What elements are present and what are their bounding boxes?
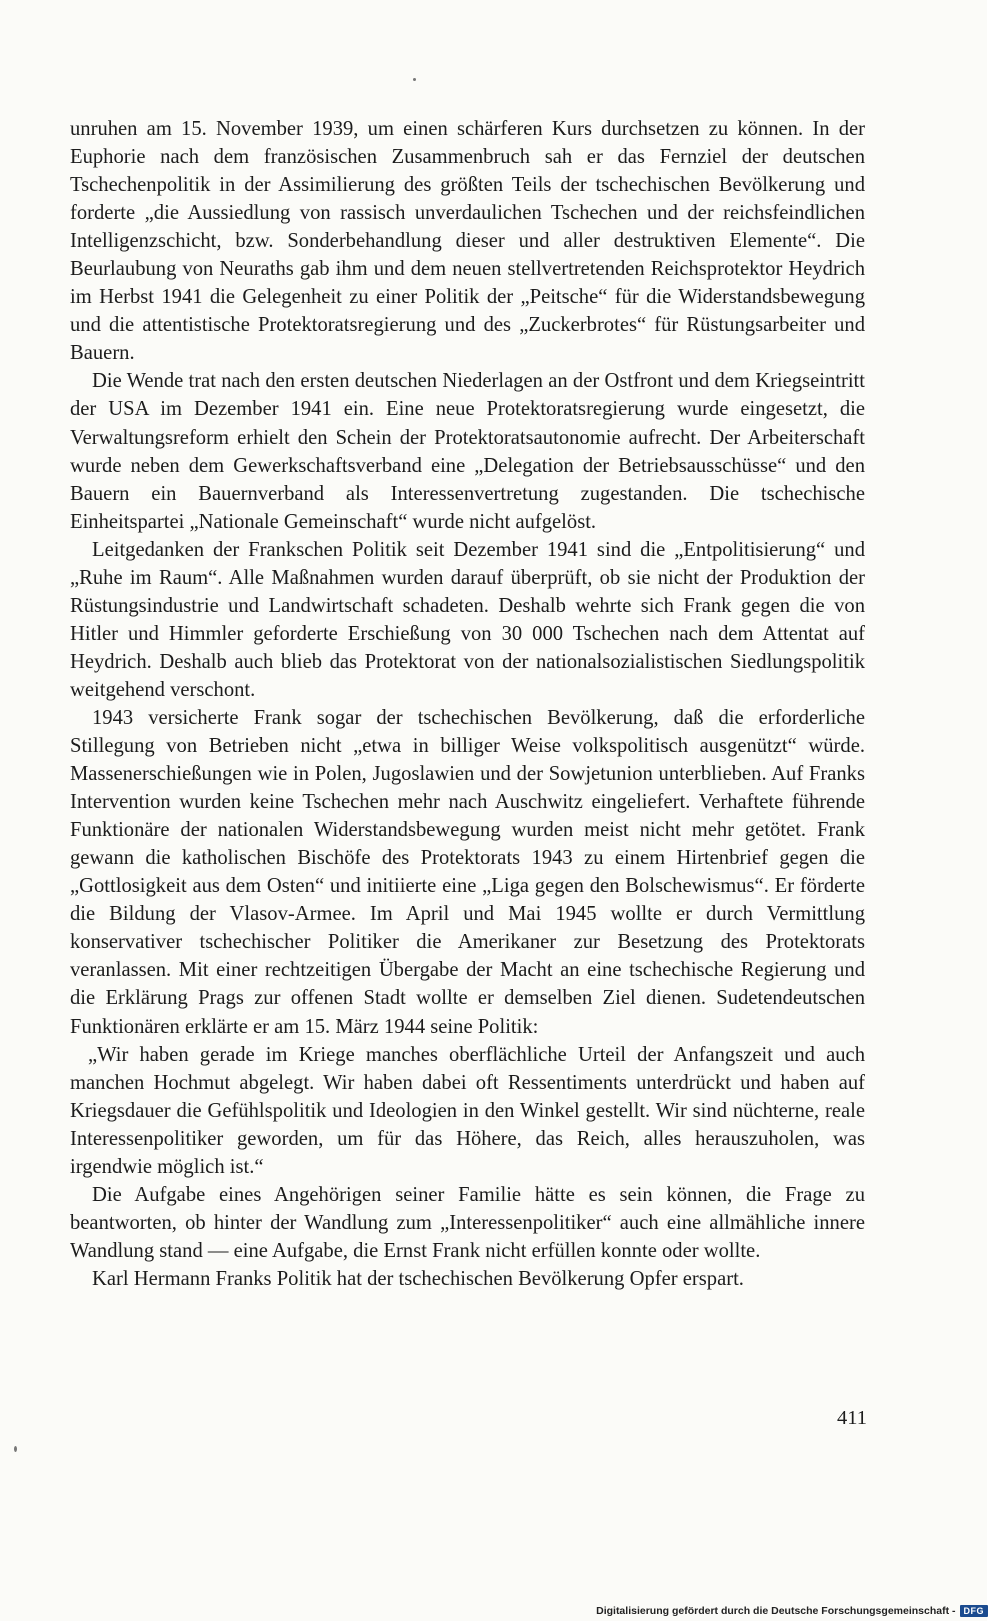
paragraph-continued: unruhen am 15. November 1939, um einen schärferen Kurs durchsetzen zu können. In der Euphorie nach dem französischen Zusammenbruch sah er das Fernziel der deutschen Tschechenpolitik in der Assimilierung des größten Teils der tschechischen Bevölkerung und forderte „die Aussiedlung von rassisch unverdaulichen Tschechen und der reichsfeindlichen Intelligenzschicht, bzw. Sonderbehandlung dieser und aller destruktiven Elemente“. Die Beurlaubung von Neuraths gab ihm und dem neuen stellvertretenden Reichsprotektor Heydrich im Herbst 1941 die Gelegenheit zu einer Politik der „Peitsche“ für die Widerstandsbewegung und die attentistische Protektoratsregierung und des „Zuckerbrotes“ für Rüstungsarbeiter und Bauern. xyxy=(70,118,865,365)
paragraph: Die Wende trat nach den ersten deutschen Niederlagen an der Ostfront und dem Kriegseintritt der USA im Dezember 1941 ein. Eine neue Protektoratsregierung wurde eingesetzt, die Verwaltungsreform erhielt den Schein der Protektoratsautonomie aufrecht. Der Arbeiterschaft wurde neben dem Gewerkschaftsverband eine „Delegation der Betriebsausschüsse“ und den Bauern ein Bauernverband als Interessenvertretung zugestanden. Die tschechische Einheitspartei „Nationale Gemeinschaft“ wurde nicht aufgelöst. xyxy=(70,370,865,533)
paragraph: Leitgedanken der Frankschen Politik seit Dezember 1941 sind die „Entpolitisierung“ und „Ruhe im Raum“. Alle Maßnahmen wurden darauf überprüft, ob sie nicht der Produktion der Rüstungsindustrie und Landwirtschaft schadeten. Deshalb wehrte sich Frank gegen die von Hitler und Himmler geforderte Erschießung von 30 000 Tschechen nach dem Attentat auf Heydrich. Deshalb auch blieb das Protektorat von der nationalsozialistischen Siedlungspolitik weitgehend verschont. xyxy=(70,538,865,701)
paragraph: Die Aufgabe eines Angehörigen seiner Familie hätte es sein können, die Frage zu beantworten, ob hinter der Wandlung zum „Interessenpolitiker“ auch eine allmähliche innere Wandlung stand — eine Aufgabe, die Ernst Frank nicht erfüllen konnte oder wollte. xyxy=(70,1183,865,1262)
paragraph: 1943 versicherte Frank sogar der tschechischen Bevölkerung, daß die erforderliche Stillegung von Betrieben nicht „etwa in billiger Weise volkspolitisch ausgenützt“ würde. Massenerschießungen wie in Polen, Jugoslawien und der Sowjetunion unterblieben. Auf Franks Intervention wurden keine Tschechen mehr nach Auschwitz eingeliefert. Verhaftete führende Funktionäre der nationalen Widerstandsbewegung wurden meist nicht mehr getötet. Frank gewann die katholischen Bischöfe des Protektorats 1943 zu einem Hirtenbrief gegen die „Gottlosigkeit aus dem Osten“ und initiierte eine „Liga gegen den Bolschewismus“. Er förderte die Bildung der Vlasov-Armee. Im April und Mai 1945 wollte er durch Vermittlung konservativer tschechischer Politiker die Amerikaner zur Besetzung des Protektorats veranlassen. Mit einer rechtzeitigen Übergabe der Macht an eine tschechische Regierung und die Erklärung Prags zur offenen Stadt wollte er demselben Ziel dienen. Sudetendeutschen Funktionären erklärte er am 15. März 1944 seine Politik: xyxy=(70,706,865,1038)
footer-credit-text: Digitalisierung gefördert durch die Deutsche Forschungsgemeinschaft - xyxy=(596,1605,956,1617)
paragraph: Karl Hermann Franks Politik hat der tschechischen Bevölkerung Opfer erspart. xyxy=(92,1267,744,1290)
scan-speck-dot xyxy=(14,1446,17,1452)
scan-speck-dot xyxy=(413,78,416,81)
body-text xyxy=(70,115,865,1293)
quotation-paragraph: „Wir haben gerade im Kriege manches oberflächliche Urteil der Anfangszeit und auch manchen Hochmut abgelegt. Wir haben dabei oft Ressentiments unterdrückt und haben auf Kriegsdauer die Gefühlspolitik und Ideologien in den Winkel gestellt. Wir sind nüchterne, reale Interessenpolitiker geworden, um für das Höhere, das Reich, alles herauszuholen, was irgendwie möglich ist.“ xyxy=(70,1043,865,1178)
page-number: 411 xyxy=(837,1407,867,1429)
digitization-footer xyxy=(596,1603,988,1619)
dfg-logo-icon: DFG xyxy=(960,1605,989,1617)
